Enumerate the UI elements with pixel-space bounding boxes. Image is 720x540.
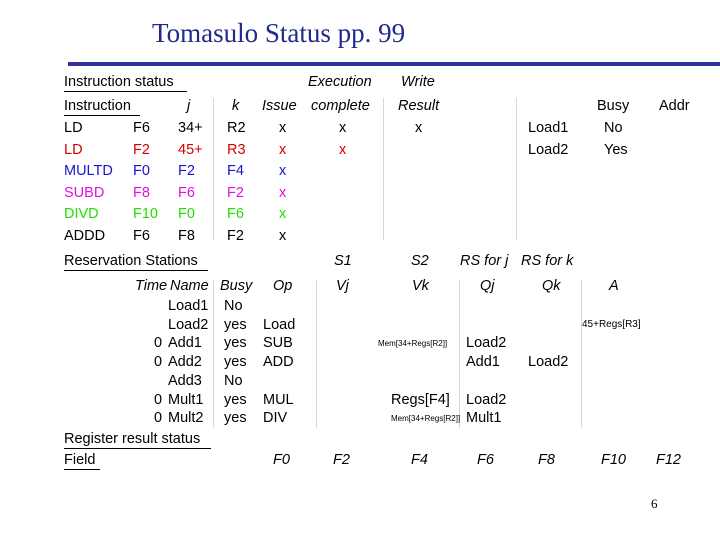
column-separator xyxy=(213,280,214,428)
s1-group-header: S1 xyxy=(334,253,352,269)
col-header-j: j xyxy=(187,98,191,114)
register-field: F2 xyxy=(333,452,350,468)
instr-dest: F8 xyxy=(133,184,150,201)
rs-name: Add1 xyxy=(168,335,202,352)
col-header-time: Time xyxy=(135,278,168,294)
register-result-status-label: Register result status xyxy=(64,431,201,447)
instr-issue: x xyxy=(279,228,287,244)
slide-title: Tomasulo Status pp. 99 xyxy=(152,18,406,48)
col-header-vk: Vk xyxy=(412,278,429,294)
instr-k: R3 xyxy=(227,141,246,158)
rs-qk: Load2 xyxy=(528,354,569,371)
instr-j: 45+ xyxy=(178,141,203,158)
rs-name: Mult2 xyxy=(168,410,204,427)
instr-j: 34+ xyxy=(178,120,203,136)
col-header-result: Result xyxy=(398,98,440,114)
instr-issue: x xyxy=(279,141,287,158)
instr-issue: x xyxy=(279,206,287,223)
col-header-a: A xyxy=(609,278,619,294)
rs-busy: yes xyxy=(224,316,247,333)
col-header-qk: Qk xyxy=(542,278,561,294)
page-number: 6 xyxy=(651,496,658,511)
rs-time: 0 xyxy=(154,354,163,371)
register-field: F12 xyxy=(656,452,681,468)
field-label: Field xyxy=(64,452,96,468)
column-separator xyxy=(581,280,582,428)
rs-op: DIV xyxy=(263,410,288,427)
rs-k-group-header: RS for k xyxy=(521,253,574,269)
rs-a: 45+Regs[R3] xyxy=(582,318,641,330)
instr-write-result: x xyxy=(415,120,423,136)
execution-group-header: Execution xyxy=(308,74,372,90)
header-underline xyxy=(64,115,140,116)
tomasulo-status-sheet xyxy=(61,70,720,470)
instr-issue: x xyxy=(279,184,287,201)
rs-busy: yes xyxy=(224,410,247,427)
section-underline xyxy=(64,91,187,92)
column-separator xyxy=(383,98,384,240)
instr-k: F4 xyxy=(227,163,244,180)
instr-j: F2 xyxy=(178,163,195,180)
rs-name: Add3 xyxy=(168,372,202,389)
reservation-stations-label: Reservation Stations xyxy=(64,253,198,269)
load-buffer-name: Load2 xyxy=(528,141,569,158)
instr-exec-complete: x xyxy=(339,141,347,158)
instr-dest: F0 xyxy=(133,163,150,180)
load-buffer-busy: No xyxy=(604,120,623,136)
rs-busy: No xyxy=(224,298,243,314)
s2-group-header: S2 xyxy=(411,253,429,269)
rs-name: Add2 xyxy=(168,354,202,371)
instr-issue: x xyxy=(279,120,287,136)
rs-qj: Load2 xyxy=(466,391,507,408)
instr-op: MULTD xyxy=(64,163,113,180)
register-field: F6 xyxy=(477,452,494,468)
instr-j: F8 xyxy=(178,228,195,244)
instr-k: F6 xyxy=(227,206,244,223)
load-buffer-busy: Yes xyxy=(604,141,628,158)
rs-qj: Add1 xyxy=(466,354,500,371)
col-header-name: Name xyxy=(170,278,209,294)
rs-busy: yes xyxy=(224,354,247,371)
col-header-op: Op xyxy=(273,278,293,294)
rs-qj: Load2 xyxy=(466,335,507,352)
instr-dest: F6 xyxy=(133,228,150,244)
rs-name: Load1 xyxy=(168,298,209,314)
rs-busy: yes xyxy=(224,335,247,352)
rs-vj: Mem[34+Regs[R2]] xyxy=(378,339,448,349)
instr-k: R2 xyxy=(227,120,246,136)
col-header-instruction: Instruction xyxy=(64,98,131,114)
column-separator xyxy=(516,98,517,240)
register-field: F8 xyxy=(538,452,555,468)
rs-busy: yes xyxy=(224,391,247,408)
col-header-issue: Issue xyxy=(262,98,297,114)
rs-qj: Mult1 xyxy=(466,410,502,427)
section-underline xyxy=(64,270,208,271)
column-separator xyxy=(459,280,460,428)
load-buffer-name: Load1 xyxy=(528,120,569,136)
rs-busy: No xyxy=(224,372,243,389)
instr-op: ADDD xyxy=(64,228,106,244)
section-underline xyxy=(64,448,211,449)
col-header-k: k xyxy=(232,98,240,114)
instruction-status-label: Instruction status xyxy=(64,74,174,90)
col-header-rs-busy: Busy xyxy=(220,278,253,294)
column-separator xyxy=(213,98,214,240)
header-underline xyxy=(64,469,100,470)
col-header-vj: Vj xyxy=(336,278,349,294)
register-field: F4 xyxy=(411,452,428,468)
instr-op: DIVD xyxy=(64,206,99,223)
rs-vk: Regs[F4] xyxy=(391,391,450,408)
column-separator xyxy=(316,280,317,428)
register-field: F10 xyxy=(601,452,626,468)
rs-name: Load2 xyxy=(168,316,209,333)
instr-op: LD xyxy=(64,120,83,136)
col-header-complete: complete xyxy=(311,98,370,114)
rs-vk: Mem[34+Regs[R2]] xyxy=(391,414,461,424)
rs-op: SUB xyxy=(263,335,293,352)
rs-op: Load xyxy=(263,316,296,333)
instr-j: F6 xyxy=(178,184,195,201)
col-header-qj: Qj xyxy=(480,278,495,294)
instr-op: LD xyxy=(64,141,83,158)
rs-time: 0 xyxy=(154,391,163,408)
rs-name: Mult1 xyxy=(168,391,204,408)
instr-k: F2 xyxy=(227,184,244,201)
instr-op: SUBD xyxy=(64,184,105,201)
instr-dest: F6 xyxy=(133,120,150,136)
instr-dest: F10 xyxy=(133,206,158,223)
rs-time: 0 xyxy=(154,410,163,427)
instr-k: F2 xyxy=(227,228,244,244)
title-rule xyxy=(68,62,720,66)
rs-time: 0 xyxy=(154,335,163,352)
rs-op: ADD xyxy=(263,354,294,371)
rs-j-group-header: RS for j xyxy=(460,253,509,269)
rs-op: MUL xyxy=(263,391,294,408)
instr-dest: F2 xyxy=(133,141,150,158)
instr-j: F0 xyxy=(178,206,195,223)
col-header-addr: Addr xyxy=(659,98,690,114)
instr-issue: x xyxy=(279,163,287,180)
register-field: F0 xyxy=(273,452,290,468)
instr-exec-complete: x xyxy=(339,120,347,136)
write-group-header: Write xyxy=(401,74,435,90)
col-header-busy: Busy xyxy=(597,98,630,114)
